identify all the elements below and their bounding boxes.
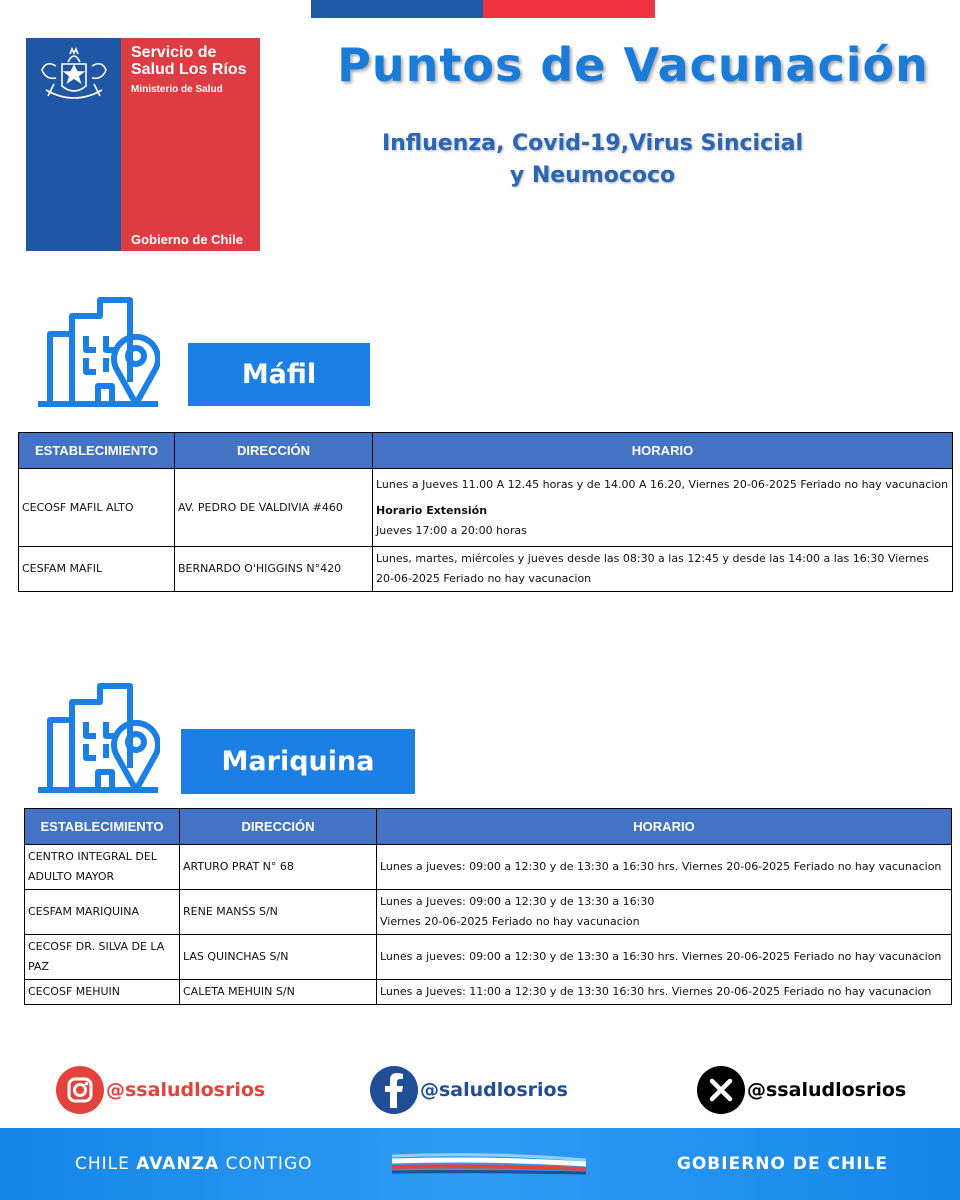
section-label-mariquina: Mariquina	[181, 729, 415, 794]
cell-establecimiento: CECOSF DR. SILVA DE LA PAZ	[25, 935, 180, 980]
col-establecimiento: ESTABLECIMIENTO	[25, 809, 180, 845]
instagram-handle: @ssaludlosrios	[106, 1079, 266, 1101]
table-row	[25, 890, 952, 935]
cell-establecimiento: CECOSF MAFIL ALTO	[19, 469, 175, 547]
logo-title-line1: Servicio de	[131, 44, 217, 61]
table-row	[25, 980, 952, 1005]
col-direccion: DIRECCIÓN	[175, 433, 373, 469]
col-horario: HORARIO	[377, 809, 952, 845]
building-location-icon	[36, 296, 160, 408]
social-facebook[interactable]	[370, 1064, 568, 1116]
horario-extension-label: Horario Extensión	[376, 503, 488, 517]
slogan-bold: AVANZA	[136, 1154, 220, 1174]
section-label-mafil: Máfil	[188, 343, 370, 406]
top-flag-stripe	[311, 0, 655, 18]
footer-bar	[0, 1128, 960, 1200]
logo-blue-panel	[26, 38, 121, 251]
col-establecimiento: ESTABLECIMIENTO	[19, 433, 175, 469]
building-location-icon	[36, 682, 160, 794]
cell-direccion: CALETA MEHUIN S/N	[180, 980, 377, 1005]
facebook-handle: @saludlosrios	[420, 1079, 568, 1101]
cell-establecimiento: CENTRO INTEGRAL DEL ADULTO MAYOR	[25, 845, 180, 890]
coat-of-arms-icon	[34, 44, 114, 110]
cell-horario	[377, 890, 952, 935]
table-row	[25, 935, 952, 980]
x-handle: @ssaludlosrios	[747, 1079, 907, 1101]
facebook-icon	[370, 1066, 418, 1114]
horario-text: Lunes a Jueves 11.00 A 12.45 horas y de 14.00 A 16.20, Viernes 20-06-2025 Feriado no hay vacunacion	[376, 477, 949, 491]
table-header-row	[19, 433, 953, 469]
cell-direccion: BERNARDO O'HIGGINS N°420	[175, 547, 373, 592]
social-x[interactable]	[697, 1064, 906, 1116]
page-title: Puntos de Vacunación	[337, 38, 929, 92]
col-horario: HORARIO	[373, 433, 953, 469]
flag-streak-icon	[392, 1150, 586, 1178]
slogan-part1: CHILE	[75, 1154, 137, 1174]
table-row	[25, 845, 952, 890]
cell-establecimiento: CESFAM MARIQUINA	[25, 890, 180, 935]
col-direccion: DIRECCIÓN	[180, 809, 377, 845]
logo-title-line2: Salud Los Ríos	[131, 61, 247, 78]
logo-bottom-text: Gobierno de Chile	[131, 232, 243, 247]
cell-horario: Lunes a jueves: 09:00 a 12:30 y de 13:30 a 16:30 hrs. Viernes 20-06-2025 Feriado no hay vacunacion	[377, 845, 952, 890]
flag-blue	[311, 0, 483, 18]
schedule-table-mafil	[18, 432, 953, 592]
horario-extension: Jueves 17:00 a 20:00 horas	[376, 523, 527, 537]
subtitle-line2: y Neumococo	[509, 163, 676, 188]
horario-text: Lunes a Jueves: 09:00 a 12:30 y de 13:30 a 16:30	[380, 895, 655, 908]
social-instagram[interactable]	[56, 1064, 265, 1116]
cell-direccion: LAS QUINCHAS S/N	[180, 935, 377, 980]
logo-subtitle: Ministerio de Salud	[131, 84, 223, 95]
servicio-salud-logo	[26, 38, 260, 251]
table-row	[19, 547, 953, 592]
footer-gobierno: GOBIERNO DE CHILE	[676, 1154, 888, 1174]
cell-establecimiento: CECOSF MEHUIN	[25, 980, 180, 1005]
page-subtitle	[340, 128, 845, 192]
logo-red-panel	[121, 38, 260, 251]
footer-slogan	[75, 1154, 313, 1174]
subtitle-line1: Influenza, Covid-19,Virus Sincicial	[381, 131, 804, 156]
cell-horario: Lunes a jueves: 09:00 a 12:30 y de 13:30 a 16:30 hrs. Viernes 20-06-2025 Feriado no hay vacunacion	[377, 935, 952, 980]
instagram-icon	[56, 1066, 104, 1114]
table-row	[19, 469, 953, 547]
schedule-table-mariquina	[24, 808, 952, 1005]
cell-direccion: AV. PEDRO DE VALDIVIA #460	[175, 469, 373, 547]
x-icon	[697, 1066, 745, 1114]
cell-direccion: RENE MANSS S/N	[180, 890, 377, 935]
table-header-row	[25, 809, 952, 845]
cell-horario: Lunes a Jueves: 11:00 a 12:30 y de 13:30 16:30 hrs. Viernes 20-06-2025 Feriado no hay vacunacion	[377, 980, 952, 1005]
cell-horario: Lunes, martes, miércoles y jueves desde las 08:30 a las 12:45 y desde las 14:00 a las 16:30 Viernes 20-06-2025 Feriado no hay vacunacion	[373, 547, 953, 592]
horario-text-2: Viernes 20-06-2025 Feriado no hay vacunacion	[380, 915, 640, 928]
cell-direccion: ARTURO PRAT N° 68	[180, 845, 377, 890]
cell-horario	[373, 469, 953, 547]
slogan-part2: CONTIGO	[219, 1154, 313, 1174]
flag-red	[483, 0, 655, 18]
cell-establecimiento: CESFAM MAFIL	[19, 547, 175, 592]
